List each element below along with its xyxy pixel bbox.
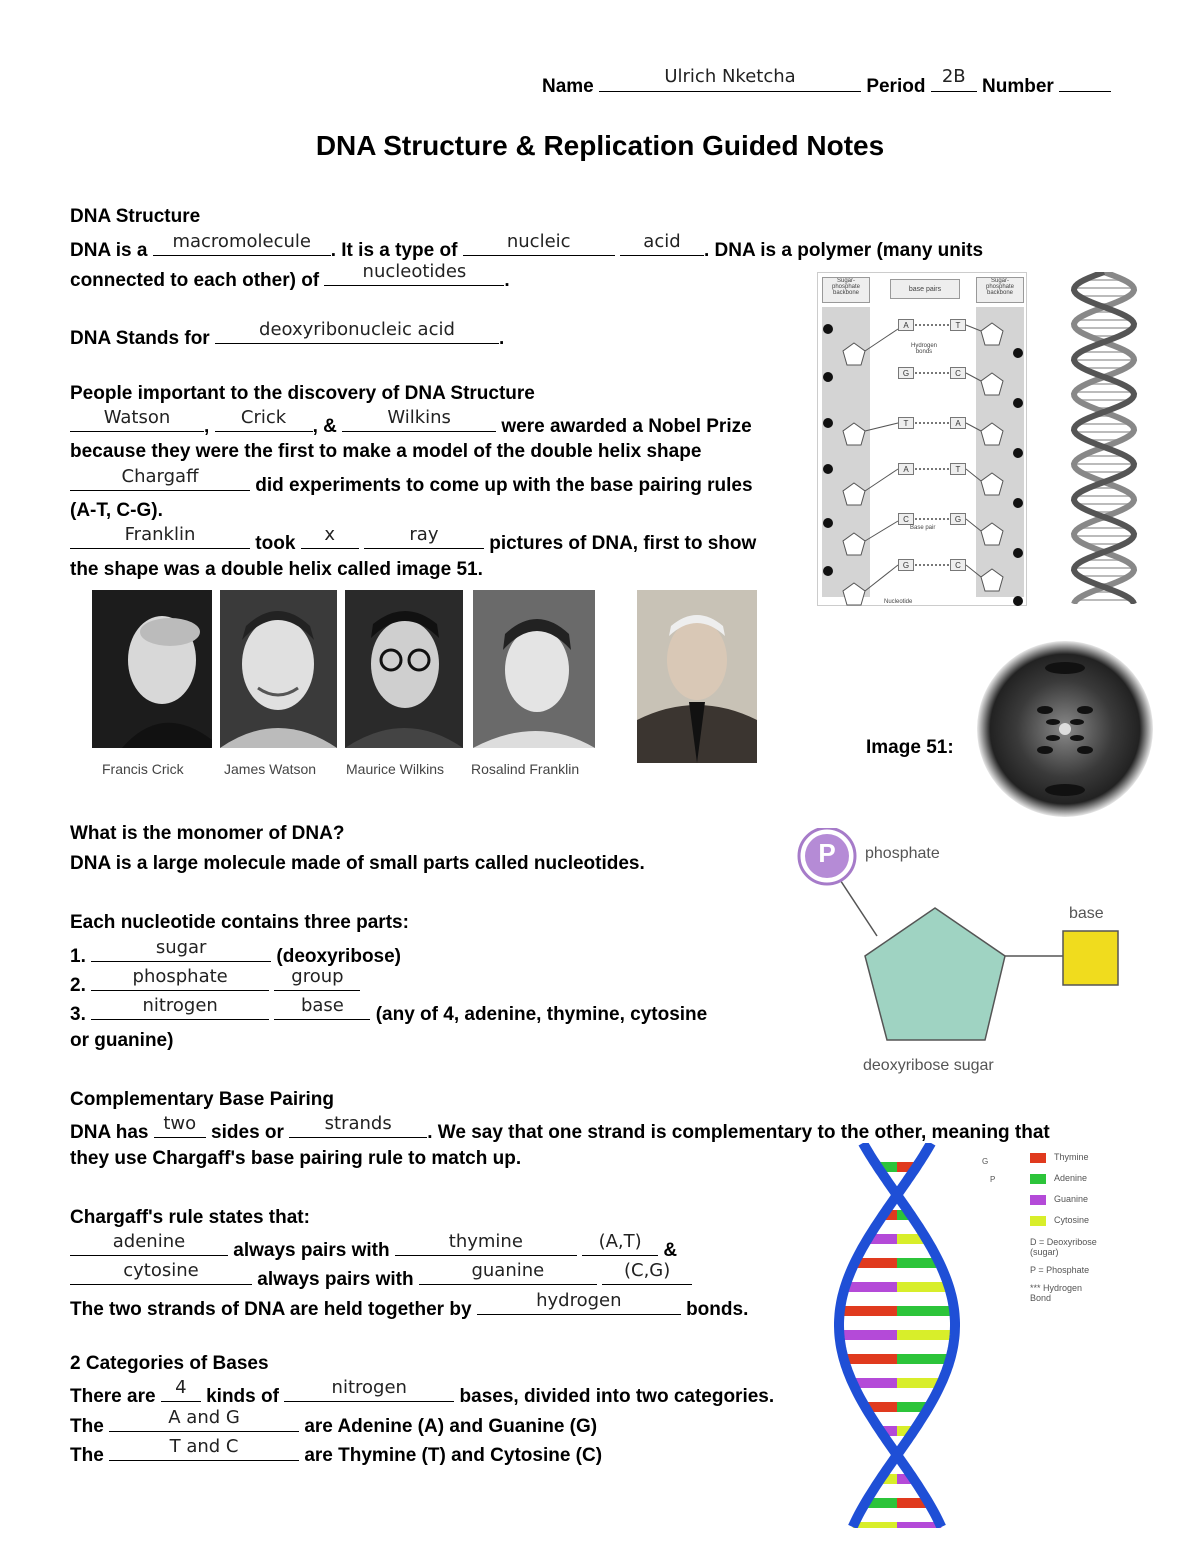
blank-ray[interactable]: ray [364,529,484,549]
image-51-label: Image 51: [866,737,954,758]
people-line-1: Watson , Crick , & Wilkins were awarded a Nobel Prize [70,412,752,438]
legend-label: Thymine [1054,1152,1089,1162]
pairing-rule-1: adenine always pairs with thymine (A,T) & [70,1236,677,1262]
blank-hydrogen[interactable]: hydrogen [477,1295,681,1315]
helix-p-label: P [990,1175,996,1184]
blank-acid[interactable]: acid [620,236,704,256]
legend-swatch [1030,1174,1046,1184]
helix-g-label: G [982,1157,989,1166]
colored-helix-diagram [822,1143,1102,1528]
base-letter: A [950,417,966,429]
colored-helix-image [822,1143,972,1528]
base-letter: C [898,513,914,525]
blank-adenine[interactable]: adenine [70,1236,228,1256]
base-pair-row [898,463,966,475]
structure-line-2: connected to each other) of nucleotides . [70,261,510,291]
categories-line-1: There are 4 kinds of nitrogen bases, divided into two categories. [70,1377,775,1407]
base-pair-label: Base pair [910,525,936,531]
legend-swatch [1030,1153,1046,1163]
sugar-label: deoxyribose sugar [863,1057,994,1074]
caption-crick: Francis Crick [102,761,184,777]
legend-hydrogen-bond: *** Hydrogen Bond [1030,1283,1083,1303]
photo-maurice-wilkins [345,590,463,748]
base-letter: T [950,463,966,475]
caption-wilkins: Maurice Wilkins [346,761,445,777]
blank-two[interactable]: two [154,1118,206,1138]
base-letter: C [950,367,966,379]
legend-label: Cytosine [1054,1215,1090,1225]
people-line-6: the shape was a double helix called image 51. [70,559,483,580]
structure-line-1: DNA is a macromolecule . It is a type of nucleic acid . DNA is a polymer (many units [70,231,984,261]
portrait-crick-image [92,590,212,748]
hydrogen-bond-dots [915,518,949,520]
blank-thymine[interactable]: thymine [395,1236,577,1256]
base-pair-row [898,417,966,429]
pairing-line-5: The two strands of DNA are held together by hydrogen bonds. [70,1290,749,1320]
base-label: base [1069,905,1104,922]
legend-deoxyribose: D = Deoxyribose (sugar) [1030,1237,1097,1257]
blank-dna-stands-for[interactable]: deoxyribonucleic acid [215,324,499,344]
number-field[interactable] [1059,72,1111,92]
ladder-header-right: Sugar-phosphate backbone [976,277,1024,303]
blank-nucleic[interactable]: nucleic [463,236,615,256]
ladder-header-middle: base pairs [890,279,960,299]
hydrogen-bonds-label: Hydrogen bonds [910,343,937,355]
pairing-rule-2: cytosine always pairs with guanine (C,G) [70,1265,692,1291]
blank-x[interactable]: x [301,529,359,549]
base-pair-row [898,367,966,379]
pairing-line-2: they use Chargaff's base pairing rule to match up. [70,1148,522,1169]
section-heading-monomer: What is the monomer of DNA? [70,823,345,844]
base-letter: G [950,513,966,525]
portrait-franklin-image [473,590,595,748]
blank-macromolecule[interactable]: macromolecule [153,236,331,256]
hydrogen-bond-dots [915,372,949,374]
name-field[interactable]: Ulrich Nketcha [599,72,861,92]
monomer-line-1: DNA is a large molecule made of small parts called nucleotides. [70,853,645,874]
phosphate-symbol: P [818,838,836,868]
blank-chargaff[interactable]: Chargaff [70,471,250,491]
hydrogen-bond-dots [915,564,949,566]
base-pair-row [898,319,966,331]
legend-swatch [1030,1216,1046,1226]
monomer-item-1: 1. sugar (deoxyribose) [70,937,402,967]
blank-purines[interactable]: A and G [109,1412,299,1432]
legend-phosphate: P = Phosphate [1030,1265,1090,1275]
blank-franklin[interactable]: Franklin [70,529,250,549]
hydrogen-bond-dots [915,324,949,326]
portrait-chargaff-image [637,590,757,763]
categories-line-3: The T and C are Thymine (T) and Cytosine (C) [70,1436,603,1466]
photo-rosalind-franklin [473,590,595,748]
nucleotide-diagram [795,828,1130,1080]
section-heading-categories: 2 Categories of Bases [70,1353,269,1374]
ladder-header-left: Sugar-phosphate backbone [822,277,870,303]
base-letter: A [898,463,914,475]
base-letter: A [898,319,914,331]
blank-phosphate[interactable]: phosphate [91,971,269,991]
base-letter: G [898,559,914,571]
hydrogen-bond-dots [915,468,949,470]
photo-chargaff [637,590,757,763]
people-line-4: (A-T, C-G). [70,500,163,521]
blank-guanine[interactable]: guanine [419,1265,597,1285]
section-heading-pairing: Complementary Base Pairing [70,1089,334,1110]
caption-franklin: Rosalind Franklin [471,761,580,777]
dna-ladder-diagram [817,272,1027,606]
legend-label: Guanine [1054,1194,1089,1204]
blank-nitrogen-kinds[interactable]: nitrogen [284,1382,454,1402]
blank-pyrimidines[interactable]: T and C [109,1441,299,1461]
pairing-line-1: DNA has two sides or strands . We say that one strand is complementary to the other, meaning that [70,1113,1050,1143]
blank-nitrogen[interactable]: nitrogen [91,1000,269,1020]
base-letter: T [950,319,966,331]
blank-crick[interactable]: Crick [215,412,313,432]
base-pair-row [898,559,966,571]
blank-cytosine[interactable]: cytosine [70,1265,252,1285]
double-helix-image [1062,272,1146,604]
monomer-line-2: Each nucleotide contains three parts: [70,912,409,933]
portrait-wilkins-image [345,590,463,748]
chargaff-rule-heading: Chargaff's rule states that: [70,1207,310,1228]
blank-at[interactable]: (A,T) [582,1236,658,1256]
base-letter: C [950,559,966,571]
portrait-watson-image [220,590,337,748]
section-heading-people: People important to the discovery of DNA Structure [70,383,535,404]
base-letter: T [898,417,914,429]
monomer-item-3: 3. nitrogen base (any of 4, adenine, thymine, cytosine [70,995,708,1025]
blank-nucleotides[interactable]: nucleotides [324,266,504,286]
categories-line-2: The A and G are Adenine (A) and Guanine (G) [70,1407,598,1437]
monomer-item-2: 2. phosphate group [70,971,360,997]
base-letter: G [898,367,914,379]
blank-cg[interactable]: (C,G) [602,1265,692,1285]
photo-francis-crick [92,590,212,748]
monomer-line-6: or guanine) [70,1030,174,1051]
period-field[interactable]: 2B [931,72,977,92]
people-line-5: Franklin took x ray pictures of DNA, first to show [70,529,756,555]
image-51-xray [975,638,1155,820]
hydrogen-bond-dots [915,422,949,424]
photo-james-watson [220,590,337,748]
blank-sugar[interactable]: sugar [91,942,271,962]
blank-group[interactable]: group [274,971,360,991]
xray-diffraction-image [975,638,1155,820]
legend-swatch [1030,1195,1046,1205]
header-row: Name Ulrich Nketcha Period 2B Number [542,72,1111,98]
blank-strands[interactable]: strands [289,1118,427,1138]
page-title: DNA Structure & Replication Guided Notes [315,130,885,161]
blank-wilkins[interactable]: Wilkins [342,412,496,432]
nucleotide-label: Nucleotide [884,599,913,605]
base-pair-row [898,513,966,525]
structure-line-3: DNA Stands for deoxyribonucleic acid . [70,319,505,349]
people-line-2: because they were the first to make a model of the double helix shape [70,441,702,462]
section-heading-structure: DNA Structure [70,206,201,227]
blank-base[interactable]: base [274,1000,370,1020]
blank-watson[interactable]: Watson [70,412,204,432]
people-line-3: Chargaff did experiments to come up with the base pairing rules [70,471,753,497]
blank-four[interactable]: 4 [161,1382,201,1402]
legend-label: Adenine [1054,1173,1088,1183]
caption-watson: James Watson [224,761,317,777]
phosphate-label: phosphate [865,845,940,862]
